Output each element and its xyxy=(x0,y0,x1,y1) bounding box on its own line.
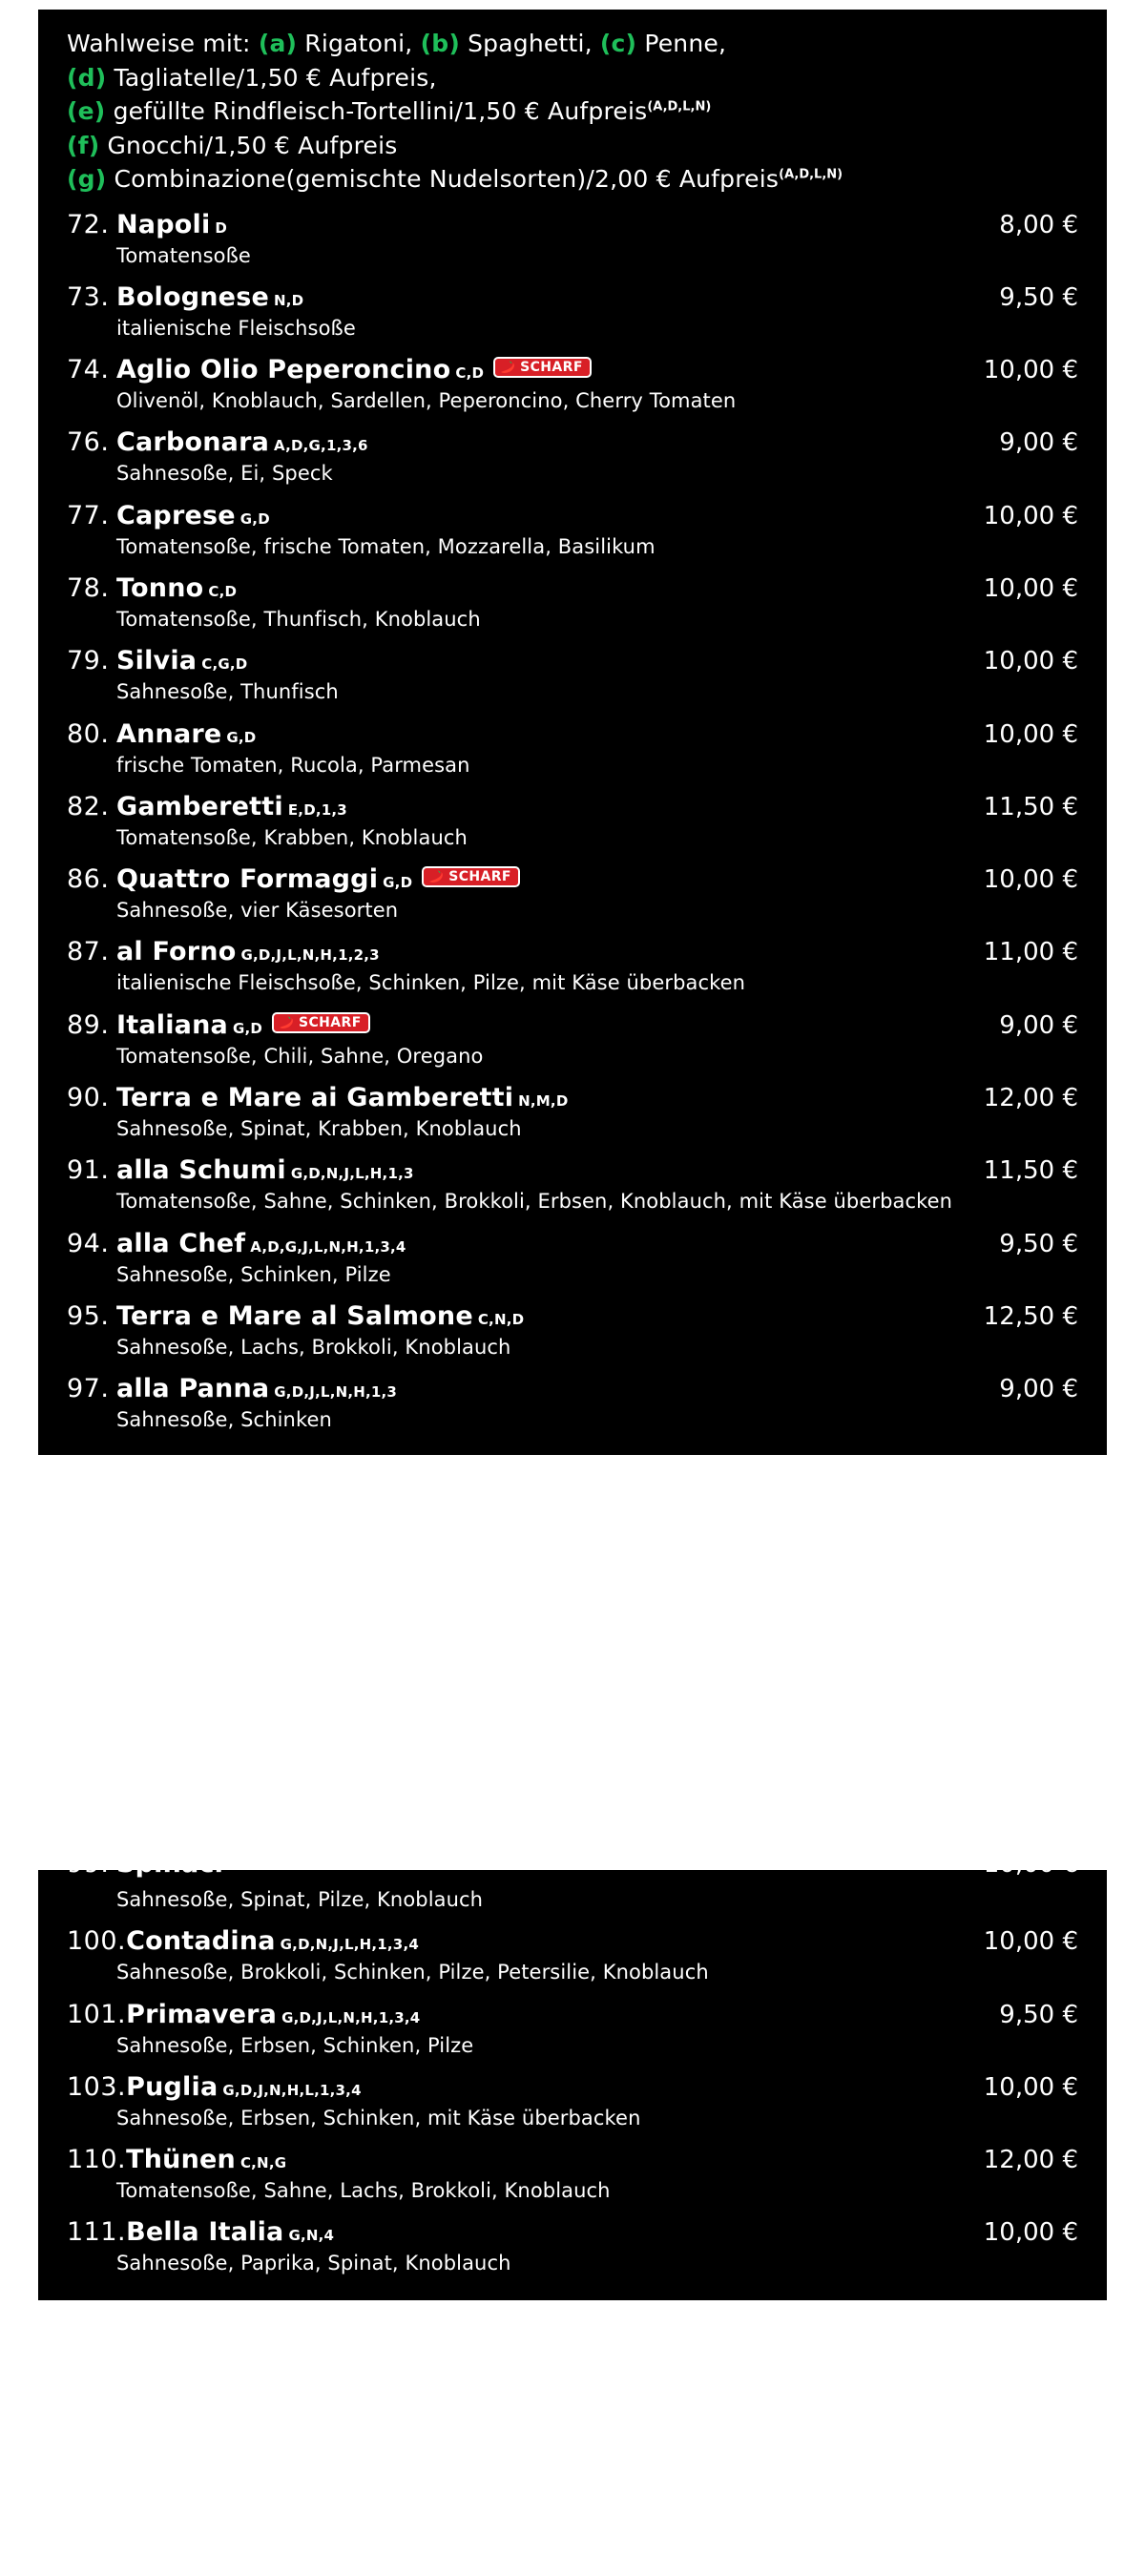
dish-number: 97. xyxy=(67,1374,110,1404)
dish-name: Terra e Mare al Salmone xyxy=(116,1300,473,1331)
menu-item xyxy=(67,1083,1078,1142)
allergen-codes: G,D,J,L,N,H,1,3 xyxy=(274,1383,398,1402)
menu-item-title xyxy=(67,210,227,239)
menu-item-title xyxy=(67,1229,406,1258)
pasta-option-line xyxy=(67,94,1078,129)
pasta-option-text: gefüllte Rindfleisch-Tortellini/1,50 € Aufpreis xyxy=(105,97,648,125)
dish-price: 11,50 € xyxy=(983,1156,1078,1186)
menu-item-header xyxy=(67,282,1078,312)
menu-item-header xyxy=(67,1926,1078,1956)
menu-item-header xyxy=(67,2000,1078,2029)
dish-description: Sahnesoße, Brokkoli, Schinken, Pilze, Petersilie, Knoblauch xyxy=(116,1961,709,1984)
menu-item-header xyxy=(67,792,1078,821)
pasta-option-letter: (a) xyxy=(258,30,298,57)
dish-price: 9,50 € xyxy=(999,2000,1078,2029)
dish-price: 11,00 € xyxy=(983,938,1078,967)
menu-item-title xyxy=(67,1155,414,1185)
dish-name: Bolognese xyxy=(116,281,269,312)
dish-number: 79. xyxy=(67,646,110,676)
menu-item-title xyxy=(67,1010,370,1040)
dish-description: Tomatensoße, Krabben, Knoblauch xyxy=(116,825,468,849)
dish-description: Sahnesoße, Paprika, Spinat, Knoblauch xyxy=(116,2252,511,2275)
allergen-superscript: (A,D,L,N) xyxy=(779,167,843,182)
pasta-option-line xyxy=(67,129,1078,163)
dish-description: Sahnesoße, Erbsen, Schinken, mit Käse überbacken xyxy=(116,2106,641,2129)
dish-price: 12,50 € xyxy=(983,1301,1078,1331)
pasta-option-letter: (e) xyxy=(67,97,106,125)
dish-number: 100. xyxy=(67,1926,127,1957)
dish-name: Thünen xyxy=(126,2145,236,2175)
menu-item-title xyxy=(67,792,347,821)
allergen-codes: C,N,D xyxy=(477,1310,525,1328)
menu-item-header xyxy=(67,2072,1078,2102)
allergen-superscript: (A,D,L,N) xyxy=(647,99,712,114)
menu-item-title xyxy=(67,573,237,603)
menu-item-header xyxy=(67,1010,1078,1040)
dish-number: 90. xyxy=(67,1083,110,1113)
dish-name: Napoli xyxy=(116,209,211,239)
dish-number: 86. xyxy=(67,864,110,895)
pasta-option-letter: (c) xyxy=(599,30,637,57)
pasta-option-text: Rigatoni, xyxy=(297,30,421,57)
dish-price: 9,50 € xyxy=(999,1229,1078,1258)
allergen-codes: C,D xyxy=(208,582,238,600)
dish-name: Contadina xyxy=(126,1926,276,1957)
dish-name: alla Schumi xyxy=(116,1155,286,1186)
menu-item xyxy=(67,282,1078,342)
allergen-codes: G,D xyxy=(232,1019,263,1037)
dish-number: 87. xyxy=(67,937,110,967)
menu-item xyxy=(67,1010,1078,1070)
dish-name: Silvia xyxy=(116,646,198,676)
allergen-codes: G,D,J,L,N,H,1,2,3 xyxy=(240,946,380,965)
pasta-option-text: Gnocchi/1,50 € Aufpreis xyxy=(99,131,398,159)
dish-number: 99. xyxy=(67,1849,110,1879)
pasta-option-line xyxy=(67,61,1078,95)
pasta-option-line xyxy=(67,162,1078,197)
dish-price: 9,00 € xyxy=(999,428,1078,458)
allergen-codes: G,D,J,L,N,H,1,3,4 xyxy=(281,2008,421,2026)
dish-number: 82. xyxy=(67,791,110,821)
menu-item xyxy=(67,2217,1078,2276)
dish-name: Terra e Mare ai Gamberetti xyxy=(116,1083,514,1113)
dish-number: 73. xyxy=(67,281,110,312)
menu-item-header xyxy=(67,2145,1078,2174)
dish-price: 11,50 € xyxy=(983,792,1078,821)
allergen-codes: G,D xyxy=(239,509,270,528)
pasta-option-text: Combinazione(gemischte Nudelsorten)/2,00 € Aufpreis xyxy=(106,165,780,193)
menu-item xyxy=(67,2072,1078,2131)
dish-name: Quattro Formaggi xyxy=(116,864,379,895)
menu-item-title xyxy=(67,2217,334,2247)
dish-name: Aglio Olio Peperoncino xyxy=(116,355,451,385)
dish-row-cutoff xyxy=(67,1849,1078,1885)
dish-name: al Forno xyxy=(116,937,237,967)
dish-description: Tomatensoße, Sahne, Schinken, Brokkoli, Erbsen, Knoblauch, mit Käse überbacken xyxy=(116,1190,953,1214)
menu-item-header xyxy=(67,355,1078,384)
dish-number: 80. xyxy=(67,718,110,749)
menu-item xyxy=(67,210,1078,269)
dish-price: 10,00 € xyxy=(983,2072,1078,2102)
dish-description: Sahnesoße, Spinat, Krabben, Knoblauch xyxy=(116,1117,522,1141)
pasta-option-text: Penne, xyxy=(636,30,727,57)
menu-item-header xyxy=(67,1301,1078,1331)
dish-number: 91. xyxy=(67,1155,110,1186)
dish-description: Tomatensoße, Chili, Sahne, Oregano xyxy=(116,1044,484,1068)
dish-price: 8,00 € xyxy=(999,210,1078,239)
allergen-codes: G,D,J,N,H,L,1,3,4 xyxy=(222,2081,362,2099)
dish-number: 111. xyxy=(67,2217,127,2248)
pasta-option-line xyxy=(67,27,1078,61)
menu-item xyxy=(67,1229,1078,1288)
menu-item-title xyxy=(67,2072,362,2102)
allergen-codes: G,N,4 xyxy=(288,2227,335,2245)
menu-item xyxy=(67,1374,1078,1433)
allergen-codes: A,D,G,J,L,N,H,1,3,4 xyxy=(250,1237,406,1256)
menu-item xyxy=(67,355,1078,414)
dish-price: 9,00 € xyxy=(999,1010,1078,1040)
dish-price: 12,00 € xyxy=(983,1084,1078,1113)
menu-item-title xyxy=(67,2145,286,2174)
menu-item-header xyxy=(67,1083,1078,1112)
menu-item xyxy=(67,573,1078,633)
menu-item-header xyxy=(67,427,1078,457)
dish-number: 76. xyxy=(67,427,110,458)
dish-name: alla Panna xyxy=(116,1374,270,1404)
dish-name: Gamberetti xyxy=(116,791,283,821)
spicy-badge-label: SCHARF xyxy=(448,869,511,885)
menu-item xyxy=(67,719,1078,779)
dish-price: 10,00 € xyxy=(983,647,1078,676)
dish-number: 95. xyxy=(67,1300,110,1331)
pasta-option-letter: (f) xyxy=(67,131,100,159)
menu-item xyxy=(67,1926,1078,1985)
dish-description: Sahnesoße, Lachs, Brokkoli, Knoblauch xyxy=(116,1335,511,1359)
menu-item xyxy=(67,427,1078,487)
dish-description: Sahnesoße, Schinken, Pilze xyxy=(116,1262,391,1286)
dish-description: Sahnesoße, vier Käsesorten xyxy=(116,899,399,923)
dish-description: Tomatensoße, frische Tomaten, Mozzarella, Basilikum xyxy=(116,534,656,558)
menu-item-title xyxy=(67,1926,419,1956)
dish-description: Tomatensoße, Sahne, Lachs, Brokkoli, Knoblauch xyxy=(116,2179,611,2203)
dish-description: Sahnesoße, Ei, Speck xyxy=(116,462,333,486)
allergen-codes: A,D,G,1,3,6 xyxy=(274,437,368,455)
menu-item xyxy=(67,937,1078,996)
allergen-codes: G,D,N,J,L,H,1,3 xyxy=(290,1165,414,1183)
pasta-option-text: Tagliatelle/1,50 € Aufpreis, xyxy=(106,63,437,92)
dish-price: 10,00 € xyxy=(983,1927,1078,1957)
allergen-codes: D xyxy=(215,218,228,237)
dish-name: Bella Italia xyxy=(126,2217,284,2248)
menu-item-title xyxy=(67,1374,397,1403)
dish-number: 94. xyxy=(67,1228,110,1258)
dish-name: Italiana xyxy=(116,1009,228,1040)
dish-list-top xyxy=(67,210,1078,1434)
pasta-option-letter: (b) xyxy=(420,30,460,57)
spicy-badge-label: SCHARF xyxy=(299,1014,362,1030)
dish-number: 110. xyxy=(67,2145,127,2175)
allergen-codes: G,D xyxy=(383,874,413,892)
pasta-option-letter: (g) xyxy=(67,165,107,193)
dish-description: Sahnesoße, Spinat, Pilze, Knoblauch xyxy=(116,1888,484,1911)
menu-item-title xyxy=(67,1301,524,1331)
menu-item-header xyxy=(67,864,1078,894)
dish-name: Caprese xyxy=(116,500,236,530)
dish-price: 10,00 € xyxy=(983,1850,1078,1879)
dish-price: 10,00 € xyxy=(983,356,1078,385)
menu-item-header xyxy=(67,573,1078,603)
dish-price: 9,00 € xyxy=(999,1375,1078,1404)
dish-name: Carbonara xyxy=(116,427,270,458)
menu-item-header xyxy=(67,501,1078,530)
menu-item-title xyxy=(67,1083,568,1112)
menu-item xyxy=(67,646,1078,705)
menu-item xyxy=(67,1301,1078,1361)
dish-description: italienische Fleischsoße xyxy=(116,316,356,340)
dish-description: italienische Fleischsoße, Schinken, Pilze, mit Käse überbacken xyxy=(116,971,746,995)
pasta-option-text: Spaghetti, xyxy=(459,30,600,57)
dish-description: Tomatensoße xyxy=(116,243,251,267)
menu-item-title xyxy=(67,427,368,457)
menu-item-header xyxy=(67,1229,1078,1258)
dish-number: 89. xyxy=(67,1009,110,1040)
menu-item-header xyxy=(67,2217,1078,2247)
dish-price: 12,00 € xyxy=(983,2146,1078,2175)
menu-item xyxy=(67,1155,1078,1215)
dish-description: Tomatensoße, Thunfisch, Knoblauch xyxy=(116,607,481,631)
dish-price: 10,00 € xyxy=(983,501,1078,530)
allergen-codes: G,D,N,J,L,H,1,3,4 xyxy=(280,1936,419,1954)
allergen-codes: E,D,1,3 xyxy=(287,800,347,819)
chili-icon xyxy=(498,360,517,375)
dish-price: 10,00 € xyxy=(983,719,1078,749)
spicy-badge-label: SCHARF xyxy=(520,360,583,376)
dish-name: alla Chef xyxy=(116,1228,246,1258)
menu-item xyxy=(67,864,1078,924)
menu-item-title xyxy=(67,355,592,384)
dish-description: Olivenöl, Knoblauch, Sardellen, Peperoncino, Cherry Tomaten xyxy=(116,389,737,413)
dish-number: 101. xyxy=(67,1999,127,2029)
dish-description: frische Tomaten, Rucola, Parmesan xyxy=(116,753,470,777)
pasta-section-top xyxy=(38,10,1107,1455)
menu-item-header xyxy=(67,646,1078,675)
menu-item xyxy=(67,2145,1078,2204)
menu-item-header xyxy=(67,1374,1078,1403)
dish-description: Sahnesoße, Schinken xyxy=(116,1408,332,1432)
dish-description: Sahnesoße, Erbsen, Schinken, Pilze xyxy=(116,2033,474,2057)
dish-name: Spinaci xyxy=(116,1849,224,1879)
pasta-option-text: Wahlweise mit: xyxy=(67,30,259,57)
spicy-badge xyxy=(422,866,520,887)
dish-name: Annare xyxy=(116,718,222,749)
menu-item-header xyxy=(67,210,1078,239)
menu-item-header xyxy=(67,719,1078,749)
menu-item-title xyxy=(67,864,520,894)
dish-price: 10,00 € xyxy=(983,865,1078,895)
allergen-codes: C,D xyxy=(455,364,485,383)
menu-item-header xyxy=(67,937,1078,966)
dish-number: 74. xyxy=(67,355,110,385)
pasta-options-header xyxy=(67,27,1078,197)
menu-item-title xyxy=(67,719,256,749)
spicy-badge xyxy=(493,357,592,378)
allergen-codes: C,G,D xyxy=(201,655,248,674)
dish-number: 77. xyxy=(67,500,110,530)
chili-icon xyxy=(277,1015,296,1030)
dish-name: Primavera xyxy=(126,1999,278,2029)
dish-number: 103. xyxy=(67,2071,127,2102)
dish-number: 72. xyxy=(67,209,110,239)
menu-item xyxy=(67,792,1078,851)
menu-item-title xyxy=(67,937,380,966)
menu-item-title xyxy=(67,282,303,312)
dish-number: 78. xyxy=(67,572,110,603)
pasta-option-letter: (d) xyxy=(67,63,107,92)
pasta-section-bottom xyxy=(38,1849,1107,2300)
spicy-badge xyxy=(272,1012,370,1033)
dish-price: 10,00 € xyxy=(983,2218,1078,2248)
menu-item-title xyxy=(67,501,270,530)
dish-name: Puglia xyxy=(126,2071,219,2102)
chili-icon xyxy=(427,869,446,884)
dish-description: Sahnesoße, Thunfisch xyxy=(116,680,339,704)
dish-price: 9,50 € xyxy=(999,282,1078,312)
menu-item-header xyxy=(67,1155,1078,1185)
dish-name: Tonno xyxy=(116,572,204,603)
menu-item-title xyxy=(67,646,247,675)
menu-item xyxy=(67,2000,1078,2059)
allergen-codes: N,M,D xyxy=(518,1092,569,1111)
menu-item-title xyxy=(67,2000,420,2029)
allergen-codes: C,N,G xyxy=(239,2154,287,2172)
allergen-codes: G,D xyxy=(226,728,257,746)
dish-list-bottom xyxy=(67,1926,1078,2276)
menu-item xyxy=(67,501,1078,560)
dish-price: 10,00 € xyxy=(983,573,1078,603)
allergen-codes: N,D xyxy=(273,291,304,309)
